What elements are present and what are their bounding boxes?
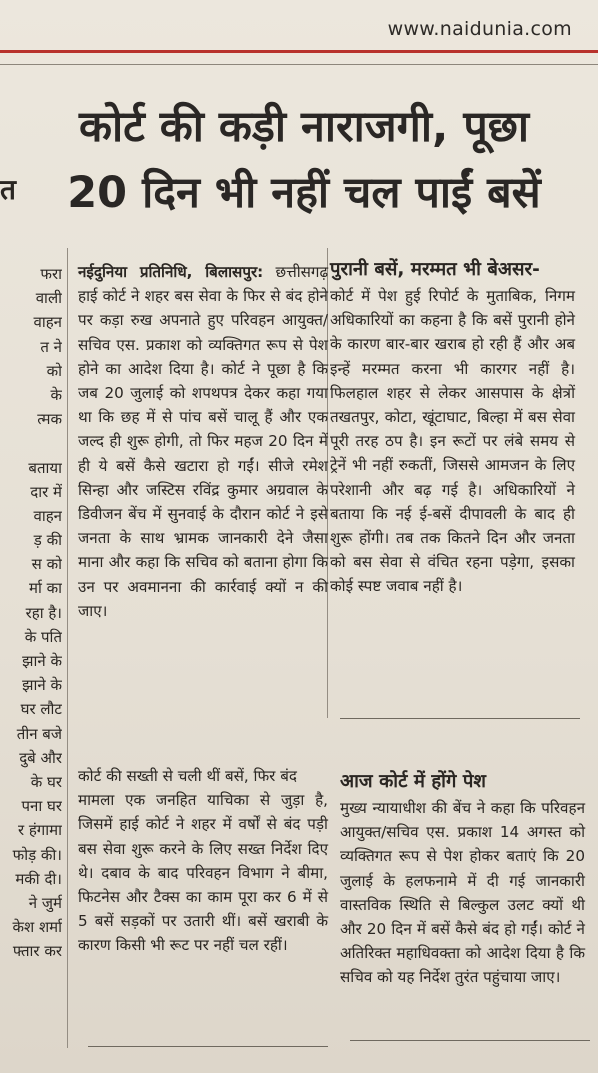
article-lead-column	[78, 260, 328, 623]
section-court-strictness	[78, 764, 328, 958]
bottom-rule	[350, 1040, 590, 1041]
section-appear-today	[340, 770, 585, 990]
article-lead	[78, 260, 328, 623]
adjacent-column-line: दार में	[30, 482, 62, 501]
adjacent-article-column	[0, 262, 62, 963]
section-heading: आज कोर्ट में होंगे पेश	[340, 771, 486, 792]
adjacent-column-line	[0, 431, 62, 455]
adjacent-column-line: को	[46, 361, 62, 380]
adjacent-column-line: ड़ की	[33, 531, 62, 550]
adjacent-column-line: फरा	[40, 265, 62, 283]
headline-line-1: कोर्ट की कड़ी नाराजगी, पूछा	[78, 102, 530, 152]
adjacent-column-line: स को	[31, 555, 62, 574]
adjacent-column-line: वाहन	[33, 313, 62, 332]
adjacent-column-line: त्मक	[37, 410, 62, 429]
masthead-rule	[0, 50, 598, 53]
adjacent-column-line: र्मा का	[28, 579, 62, 598]
section-body: कोर्ट में पेश हुई रिपोर्ट के मुताबिक, निगम अधिकारियों का कहना है कि बसें पुरानी होने के कारण बार-बार खराब हो रही हैं और अब इन्हें मरम्मत करना भी कारगर नहीं है। फिलहाल शहर से लेकर आसपास के क्षेत्रों तखतपुर, कोटा, खूंटाघाट, बिल्हा में बस सेवा पूरी तरह ठप है। इन रूटों पर लंबे समय से ट्रेनें भी नहीं रुकतीं, जिससे आमजन के लिए परेशानी और बढ़ गई है। अधिकारियों ने बताया कि नई ई-बसें दीपावली के बाद ही शुरू होंगी। तब तक कितने दिन और जनता को बस सेवा से वंचित रहना पड़ेगा, इसका कोई स्पष्ट जवाब नहीं है।	[330, 287, 575, 596]
adjacent-column-line: बताया	[28, 458, 62, 477]
section-divider	[340, 718, 580, 719]
section-body: मुख्य न्यायाधीश की बेंच ने कहा कि परिवहन आयुक्त/सचिव एस. प्रकाश 14 अगस्त को व्यक्तिगत रूप से पेश होकर बताएं कि 20 जुलाई के हलफनामे में दी गई जानकारी वास्तविक स्थिति से बिल्कुल उलट क्यों थी और 20 दिन में बसें कैसे बंद हो गईं। कोर्ट ने अतिरिक्त महाधिवक्ता को आदेश दिया है कि सचिव को यह निर्देश तुरंत पहुंचाया जाए।	[340, 799, 585, 987]
dateline: नईदुनिया प्रतिनिधि, बिलासपुर:	[78, 263, 264, 281]
adjacent-column-line: त ने	[40, 337, 62, 356]
adjacent-column-line: के पति	[24, 627, 62, 646]
adjacent-column-line: के घर	[30, 772, 62, 791]
bottom-rule	[88, 1046, 328, 1047]
adjacent-column-line: वाहन	[33, 506, 62, 525]
top-divider	[0, 64, 598, 65]
adjacent-column-line: दुबे और	[19, 748, 62, 767]
adjacent-column-line: के	[50, 385, 62, 404]
site-url: www.naidunia.com	[387, 18, 572, 40]
section-old-buses	[330, 258, 575, 599]
adjacent-column-line: मकी दी।	[15, 869, 62, 888]
adjacent-column-line: फ्तार कर	[12, 942, 62, 961]
adjacent-column-line: र हंगामा	[17, 821, 62, 840]
adjacent-column-line: फोड़ की।	[12, 845, 62, 864]
section-heading: पुरानी बसें, मरम्मत भी बेअसर-	[330, 259, 540, 280]
section-heading: कोर्ट की सख्ती से चली थीं बसें, फिर बंद	[78, 767, 297, 785]
adjacent-column-line: पना घर	[21, 797, 62, 816]
adjacent-column-line: झाने के	[22, 676, 62, 695]
adjacent-column-line: केश शर्मा	[12, 918, 62, 937]
column-rule	[67, 248, 68, 1048]
adjacent-column-line: तीन बजे	[16, 724, 62, 743]
adjacent-column-line: झाने के	[22, 652, 62, 670]
adjacent-column-line: रहा है।	[25, 603, 62, 622]
adjacent-column-line: घर लौट	[20, 700, 62, 719]
adjacent-column-line: ने जुर्म	[28, 893, 62, 912]
adjacent-column-line: वाली	[35, 289, 62, 308]
lead-text: छत्तीसगढ़ हाई कोर्ट ने शहर बस सेवा के फिर से बंद होने पर कड़ा रुख अपनाते हुए परिवहन आयुक्त/सचिव एस. प्रकाश को व्यक्तिगत रूप से पेश होने का आदेश दिया है। कोर्ट ने पूछा है कि जब 20 जुलाई को शपथपत्र देकर कहा गया था कि छह में से पांच बसें चालू हैं और एक जल्द ही शुरू होगी, तो फिर महज 20 दिन में ही ये बसें कैसे खटारा हो गईं। सीजे रमेश सिन्हा और जस्टिस रविंद्र कुमार अग्रवाल के डिवीजन बेंच में सुनवाई के दौरान कोर्ट ने इसे जनता के साथ भ्रामक जानकारी देने जैसा माना और कहा कि सचिव को बताना होगा कि उन पर अवमानना की कार्रवाई क्यों न की जाए।	[78, 263, 328, 620]
headline-line-2: 20 दिन भी नहीं चल पाईं बसें	[67, 168, 541, 218]
section-body: मामला एक जनहित याचिका से जुड़ा है, जिसमें हाई कोर्ट ने शहर में वर्षों से बंद पड़ी बस सेवा शुरू करने के लिए सख्त निर्देश दिए थे। दबाव के बाद परिवहन विभाग ने बीमा, फिटनेस और टैक्स का काम पूरा कर 6 में से 5 बसें सड़कों पर उतारी थीं। बसें खराबी के कारण किसी भी रूट पर नहीं चल रहीं।	[78, 791, 328, 955]
adjacent-article-heading-fragment: त	[0, 173, 16, 206]
